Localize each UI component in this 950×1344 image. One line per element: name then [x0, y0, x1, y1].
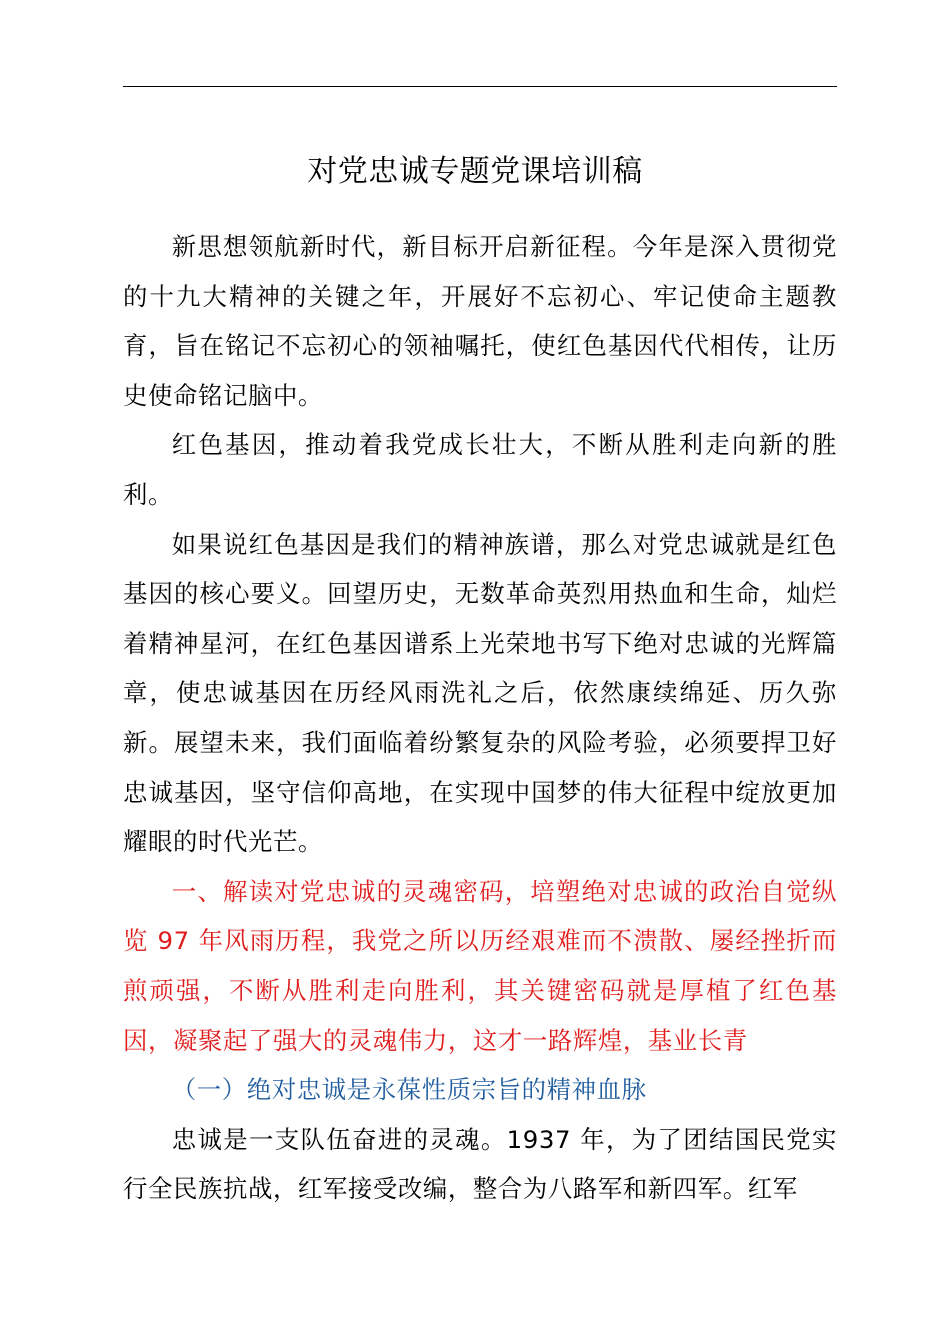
- document-title: 对党忠诚专题党课培训稿: [307, 154, 643, 189]
- subsection-heading-one: （一）绝对忠诚是永葆性质宗旨的精神血脉: [171, 1075, 647, 1105]
- section-heading-one: 一、解读对党忠诚的灵魂密码，培塑绝对忠诚的政治自觉纵览 97 年风雨历程，我党之所以历经艰难而不溃散、屡经挫折而煎顽强，不断从胜利走向胜利，其关键密码就是厚植了红色基因，凝聚起了强大的灵魂伟力，这才一路辉煌，基业长青: [123, 876, 837, 1055]
- document-body: [123, 222, 837, 1214]
- paragraph-red-gene: 红色基因，推动着我党成长壮大，不断从胜利走向新的胜利。: [123, 430, 837, 509]
- paragraph-loyalty-soul: 忠诚是一支队伍奋进的灵魂。1937 年，为了团结国民党实行全民族抗战，红军接受改编，整合为八路军和新四军。红军: [123, 1124, 837, 1204]
- paragraph-loyalty-core: 如果说红色基因是我们的精神族谱，那么对党忠诚就是红色基因的核心要义。回望历史，无数革命英烈用热血和生命，灿烂着精神星河，在红色基因谱系上光荣地书写下绝对忠诚的光辉篇章，使忠诚基因在历经风雨洗礼之后，依然康续绵延、历久弥新。展望未来，我们面临着纷繁复杂的风险考验，必须要捍卫好忠诚基因，坚守信仰高地，在实现中国梦的伟大征程中绽放更加耀眼的时代光芒。: [123, 529, 837, 857]
- header-rule: [123, 86, 837, 87]
- paragraph-intro: 新思想领航新时代，新目标开启新征程。今年是深入贯彻党的十九大精神的关键之年，开展好不忘初心、牢记使命主题教育，旨在铭记不忘初心的领袖嘱托，使红色基因代代相传，让历史使命铭记脑中。: [123, 232, 837, 410]
